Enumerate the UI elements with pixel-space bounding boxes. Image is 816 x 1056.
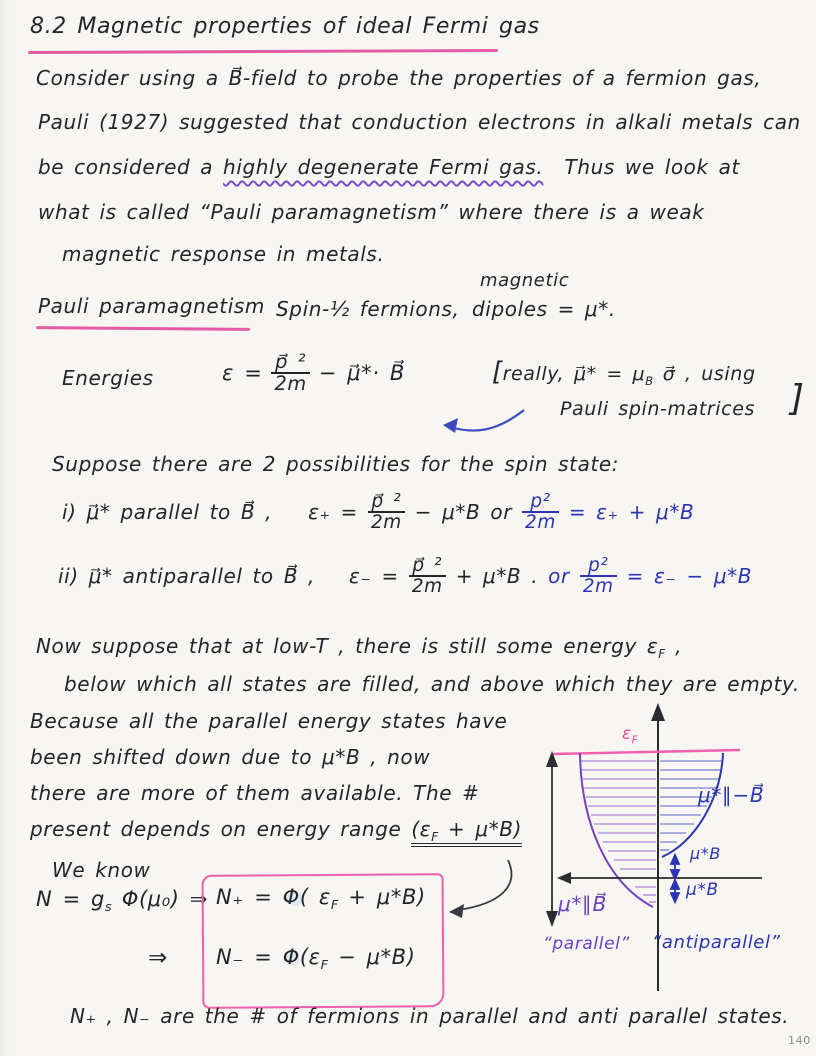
heading-underline: [36, 326, 250, 330]
item-1-eq-tail: − μ*B: [414, 499, 481, 524]
item-2-eq-tail: + μ*B .: [455, 563, 539, 588]
parallel-caption: “parallel”: [543, 934, 630, 954]
intro-line-2: Pauli (1927) suggested that conduction electrons in alkali metals can: [38, 110, 801, 134]
item-1-or: or: [490, 499, 513, 524]
fermi-level-label: $\varepsilon_F$: [622, 724, 638, 747]
item-2-desc: μ⃗* antiparallel to B⃗ ,: [88, 563, 315, 588]
antiparallel-caption: “antiparallel”: [652, 932, 781, 953]
mu-note-line-1: [really, μ⃗* = $\mu_B$ σ⃗ , using: [492, 357, 756, 388]
item-1-blue-fraction: $\frac{\text{p²}}{2m}$: [522, 492, 559, 533]
intro-line-3: [38, 155, 740, 180]
item-2-or: or: [548, 563, 570, 588]
mub-upper-label: μ*B: [690, 844, 721, 863]
parallel-parabola: [580, 753, 653, 907]
intro-line-3-pre: be considered a: [38, 155, 224, 179]
energy-axis-arrowhead: [651, 703, 665, 721]
parallel-mu-label: μ*∥B⃗: [558, 892, 607, 916]
energy-eq-lhs: ε =: [222, 361, 263, 386]
intro-line-1: Consider using a B⃗-field to probe the properties of a fermion gas,: [36, 66, 762, 90]
energies-label: Energies: [62, 366, 154, 390]
lowt-line-5: there are more of them available. The #: [30, 781, 480, 805]
mu-note-line-2: Pauli spin-matrices: [560, 398, 756, 420]
lowt-line-6: present depends on energy range $(\varepsilon_F + \mu*B)$: [30, 817, 522, 845]
momentum-fraction: $\frac{\text{p⃗ ²}}{2m}$: [271, 352, 309, 395]
energy-eq-rhs: − μ⃗*· B⃗: [318, 361, 405, 386]
energy-range-term: $(\varepsilon_F + \mu*B)$: [411, 817, 522, 847]
item-1-fraction: $\frac{\text{p⃗ ²}}{2m}$: [368, 492, 405, 533]
item-1-desc: μ⃗* parallel to B⃗ ,: [86, 499, 273, 524]
n-equation-lhs: $N = g_s$ Φ(μ₀) ⇒: [36, 887, 209, 915]
n-minus-equation: $N_- = \Phi(\varepsilon_F - \mu*B)$: [216, 945, 416, 973]
section-heading: Pauli paramagnetism: [38, 294, 266, 318]
blue-pointer-arrow: [440, 404, 530, 440]
lowt-line-1: Now suppose that at low-T , there is still some energy $\varepsilon_F$ ,: [36, 634, 683, 661]
antiparallel-mu-label: μ*∥−B⃗: [698, 783, 765, 807]
item-1-index: i): [62, 499, 77, 524]
dipoles-text: dipoles = μ*.: [472, 297, 616, 321]
energy-equation: [222, 352, 405, 395]
intro-line-4: what is called “Pauli paramagnetism” where there is a weak: [38, 200, 705, 224]
item-2-fraction: $\frac{\text{p⃗ ²}}{2m}$: [409, 556, 446, 597]
lowt-line-4: been shifted down due to μ*B , now: [30, 745, 431, 769]
implies-arrow: ⇒: [148, 945, 168, 971]
fermi-level-line: [553, 750, 740, 754]
note-closing-bracket: ]: [790, 378, 805, 419]
page-number: 140: [788, 1034, 811, 1047]
page-title: 8.2 Magnetic properties of ideal Fermi gas: [30, 14, 540, 39]
highlighted-phrase: highly degenerate Fermi gas.: [223, 155, 544, 179]
mub-lower-label: μ*B: [686, 880, 719, 900]
item-1-blue-eq: = ε₊ + μ*B: [568, 499, 695, 524]
item-2-blue-eq: = ε₋ − μ*B: [626, 563, 753, 588]
spin-state-item-2: [58, 556, 752, 597]
spin-state-item-1: [62, 492, 694, 533]
magnetic-word: magnetic: [480, 270, 570, 291]
item-2-index: ii): [58, 563, 79, 588]
lowt-line-3: Because all the parallel energy states have: [30, 709, 508, 733]
lowt-line-2: below which all states are filled, and above which they are empty.: [64, 672, 800, 696]
intro-line-5: magnetic response in metals.: [62, 242, 385, 266]
item-2-blue-fraction: $\frac{\text{p²}}{2m}$: [580, 556, 617, 597]
we-know-label: We know: [52, 858, 151, 882]
spin-fermions-text: Spin-½ fermions,: [276, 297, 460, 321]
n-plus-equation: N₊ = Φ( $\varepsilon_F + \mu*B$): [216, 885, 426, 913]
footer-sentence: N₊ , N₋ are the # of fermions in parallel and anti parallel states.: [70, 1004, 790, 1028]
intro-line-3-post: Thus we look at: [543, 155, 740, 179]
spin-states-intro: Suppose there are 2 possibilities for the spin state:: [52, 452, 620, 476]
title-underline: [28, 49, 498, 54]
item-1-eq-lhs: ε₊ =: [308, 499, 358, 524]
item-2-eq-lhs: ε₋ =: [348, 563, 399, 588]
